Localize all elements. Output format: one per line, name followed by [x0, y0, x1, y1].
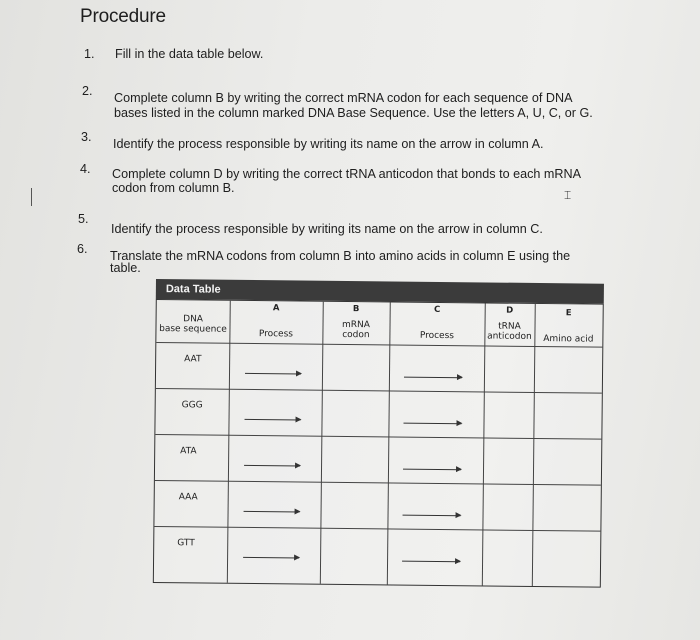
step-number: 2. — [82, 84, 93, 98]
column-header-a: A Process — [258, 303, 294, 340]
process-a-arrow — [243, 557, 299, 559]
process-c-arrow — [403, 469, 461, 471]
step-text-line2: codon from column B. — [112, 181, 235, 195]
step-text: Fill in the data table below. — [115, 47, 264, 61]
dna-sequence-cell: AAT — [184, 354, 202, 365]
column-header-e: E Amino acid — [543, 308, 594, 345]
step-number: 3. — [81, 130, 92, 144]
step-number: 6. — [77, 242, 88, 256]
step-number: 5. — [78, 212, 89, 226]
dna-sequence-cell: ATA — [180, 446, 197, 457]
data-table-title: Data Table — [165, 283, 221, 296]
data-table-grid — [153, 299, 604, 588]
step-text-line1: Complete column D by writing the correct tRNA anticodon that bonds to each mRNA — [112, 167, 581, 181]
data-table — [153, 279, 604, 584]
step-text-line1: Complete column B by writing the correct mRNA codon for each sequence of DNA — [114, 91, 573, 105]
step-text: Identify the process responsible by writing its name on the arrow in column A. — [113, 137, 544, 151]
step-text-line2: table. — [110, 261, 141, 275]
margin-mark — [31, 188, 32, 206]
dna-sequence-cell: AAA — [178, 492, 198, 503]
dna-sequence-cell: GGG — [181, 400, 203, 411]
column-header-b: B mRNA codon — [342, 304, 371, 341]
step-number: 1. — [84, 47, 95, 61]
process-a-arrow — [245, 419, 301, 421]
step-text: Identify the process responsible by writing its name on the arrow in column C. — [111, 222, 543, 236]
step-text-line1: Translate the mRNA codons from column B into amino acids in column E using the — [110, 249, 571, 263]
process-a-arrow — [245, 373, 301, 375]
column-header-dna: DNA base sequence — [159, 314, 227, 335]
step-number: 4. — [80, 162, 91, 176]
process-c-arrow — [403, 423, 461, 425]
column-header-d: D tRNA anticodon — [487, 305, 532, 342]
process-c-arrow — [404, 377, 462, 379]
text-cursor-icon: ⌶ — [564, 188, 572, 202]
page-title: Procedure — [80, 6, 166, 27]
column-header-c: C Process — [419, 304, 455, 342]
process-c-arrow — [402, 561, 460, 563]
process-a-arrow — [244, 511, 300, 513]
dna-sequence-cell: GTT — [177, 538, 195, 549]
process-c-arrow — [403, 515, 461, 517]
step-text-line2: bases listed in the column marked DNA Base Sequence. Use the letters A, U, C, or G. — [114, 106, 593, 120]
process-a-arrow — [244, 465, 300, 467]
